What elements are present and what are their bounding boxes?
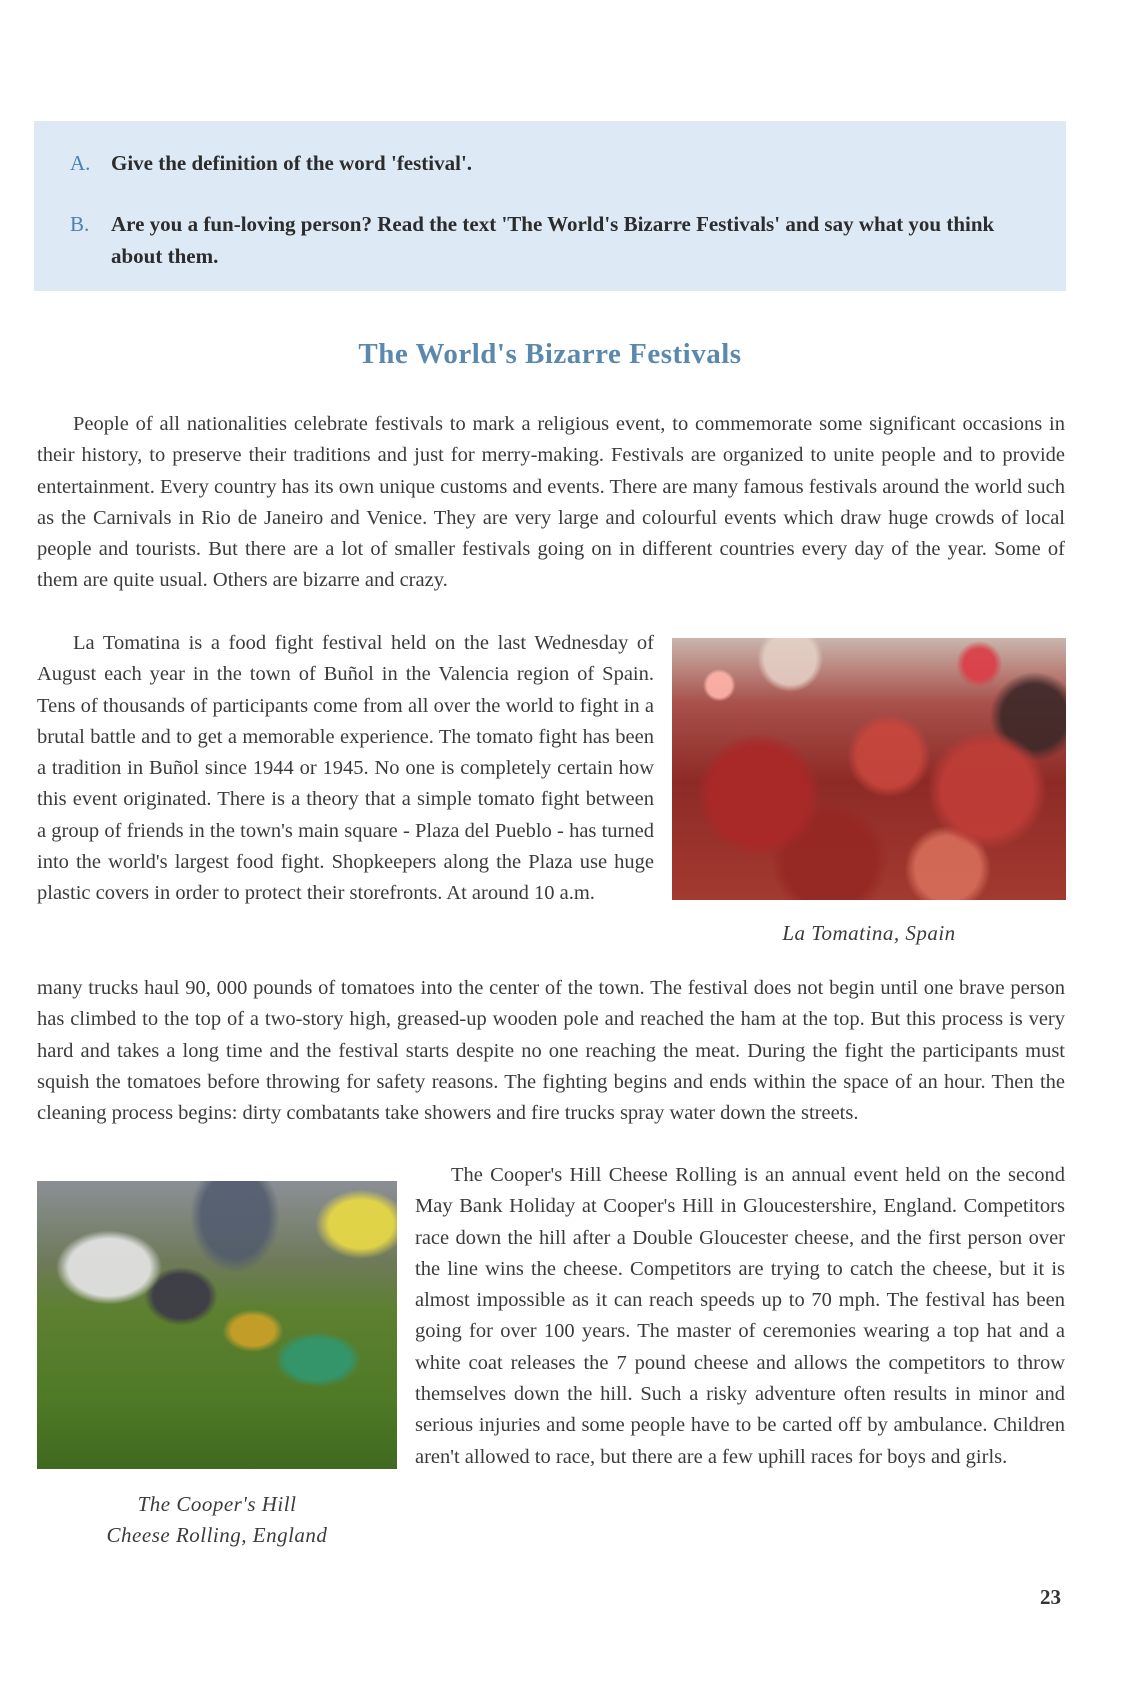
cheese-rolling-photo (37, 1181, 397, 1469)
task-b (70, 208, 1020, 272)
cheese-rolling-caption (37, 1489, 397, 1551)
task-a-text: Give the definition of the word 'festival'. (111, 151, 473, 175)
intro-paragraph: People of all nationalities celebrate festivals to mark a religious event, to commemorate some significant occasions in their history, to preserve their traditions and just for merry-making. Festivals are organized to unite people and to provide entertainment. Every country has its own unique customs and events. There are many famous festivals around the world such as the Carnivals in Rio de Janeiro and Venice. They are very large and colourful events which draw huge crowds of local people and tourists. But there are a lot of smaller festivals going on in different countries every day of the year. Some of them are quite usual. Others are bizarre and crazy. (37, 413, 1065, 592)
task-b-text: Are you a fun-loving person? Read the text 'The World's Bizarre Festivals' and say what you think about them. (111, 212, 995, 268)
page-number: 23 (1040, 1585, 1061, 1609)
cheese-rolling-paragraph: The Cooper's Hill Cheese Rolling is an annual event held on the second May Bank Holiday at Cooper's Hill in Gloucestershire, England. Competitors race down the hill after a Double Gloucester cheese, and the first person over the line wins the cheese. Competitors are trying to catch the cheese, but it is almost impossible as it can reach speeds up to 70 mph. The festival has been going for over 100 years. The master of ceremonies wearing a top hat and a white coat releases the 7 pound cheese and allows the competitors to throw themselves down the hill. Such a risky adventure often results in minor and serious injuries and some people have to be carted off by ambulance. Children aren't allowed to race, but there are a few uphill races for boys and girls. (415, 1164, 1065, 1468)
cheese-caption-line-2: Cheese Rolling, England (106, 1523, 328, 1547)
tomatina-caption: La Tomatina, Spain (782, 921, 956, 945)
task-a (70, 147, 1020, 179)
cheese-caption-line-1: The Cooper's Hill (137, 1492, 297, 1516)
tomatina-paragraph: La Tomatina is a food fight festival held on the last Wednesday of August each year in the town of Buñol in the Valencia region of Spain. Tens of thousands of participants come from all over the world to fight in a brutal battle and to get a memorable experience. The tomato fight has been a tradition in Buñol since 1944 or 1945. No one is completely certain how this event originated. There is a theory that a simple tomato fight between a group of friends in the town's main square - Plaza del Pueblo - has turned into the world's largest food fight. Shopkeepers along the Plaza use huge plastic covers in order to protect their storefronts. At around 10 a.m. (37, 632, 654, 905)
task-a-letter: A. (70, 151, 91, 175)
article-title: The World's Bizarre Festivals (358, 338, 742, 370)
tomatina-photo (672, 638, 1066, 900)
tomatina-paragraph-continued: many trucks haul 90, 000 pounds of tomatoes into the center of the town. The festival does not begin until one brave person has climbed to the top of a two-story high, greased-up wooden pole and reached the ham at the top. But this process is very hard and takes a long time and the festival starts despite no one reaching the meat. During the fight the participants must squish the tomatoes before throwing for safety reasons. The fighting begins and ends within the space of an hour. Then the cleaning process begins: dirty combatants take showers and fire trucks spray water down the streets. (37, 977, 1065, 1125)
task-b-letter: B. (70, 212, 90, 236)
